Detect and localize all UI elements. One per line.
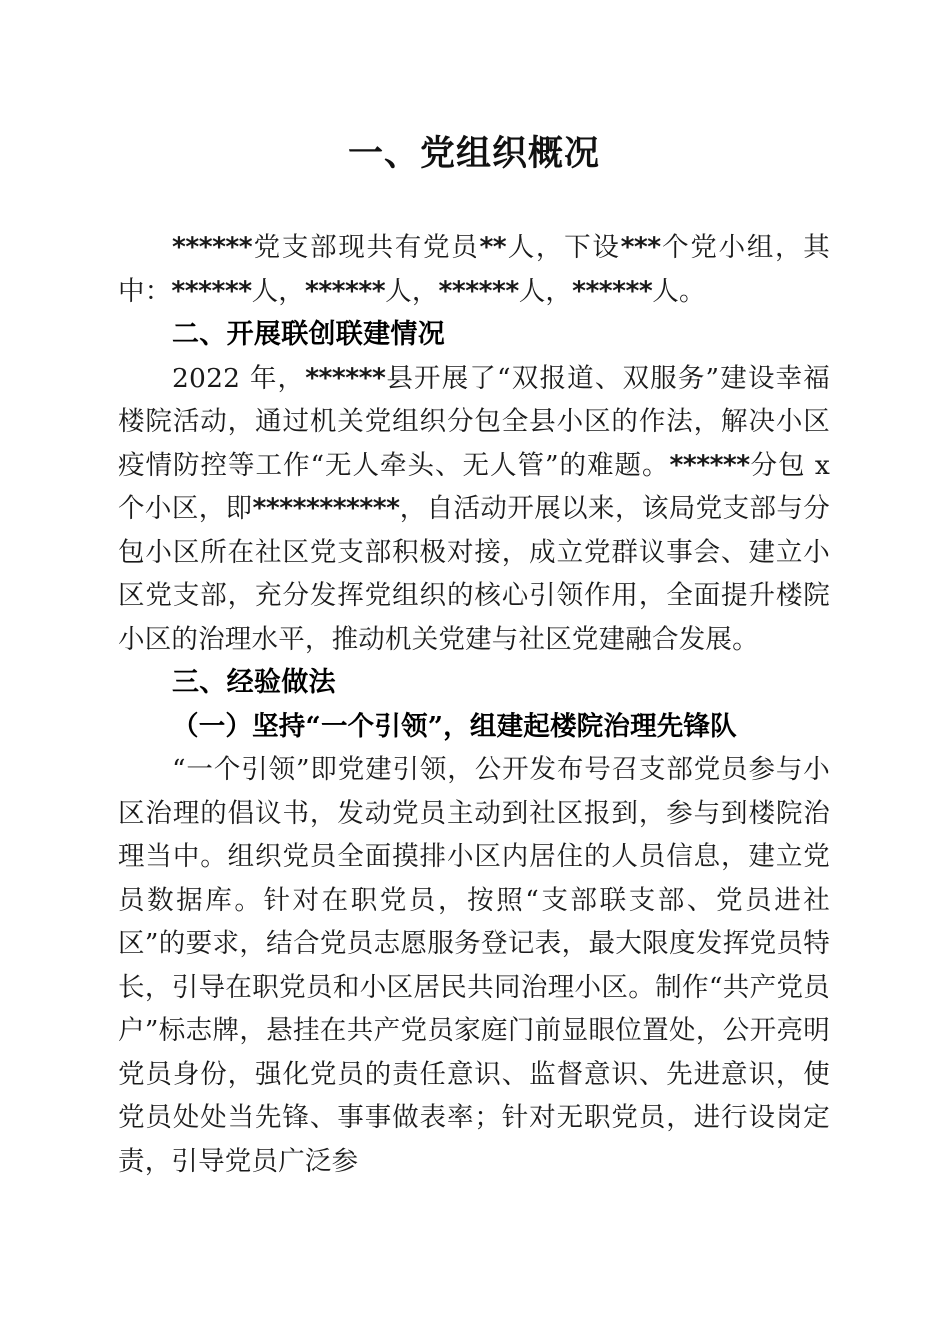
asterisk-placeholder: ******	[572, 275, 653, 307]
paragraph-joint-building: 2022 年，******县开展了“双报道、双服务”建设幸福楼院活动，通过机关党组织分包全县小区的作法，解决小区疫情防控等工作“无人牵头、无人管”的难题。******分包 x 个小区，即***********，自活动开展以来，该局党支部与分包小区所在社区党支部积极对接，成立党群议事会、建立小区党支部，充分发挥党组织的核心引领作用，全面提升楼院小区的治理水平，推动机关党建与社区党建融合发展。	[118, 362, 831, 655]
asterisk-placeholder: ***	[620, 232, 661, 263]
asterisk-placeholder: ******	[669, 449, 750, 481]
asterisk-placeholder: ******	[171, 275, 252, 307]
asterisk-placeholder: ***********	[252, 493, 400, 524]
asterisk-placeholder: ******	[172, 232, 253, 263]
asterisk-placeholder: ******	[438, 275, 519, 307]
asterisk-placeholder: ******	[305, 362, 386, 394]
paragraph-one-leadership: “一个引领”即党建引领，公开发布号召支部党员参与小区治理的倡议书，发动党员主动到社区报到，参与到楼院治理当中。组织党员全面摸排小区内居住的人员信息，建立党员数据库。针对在职党员，按照“支部联支部、党员进社区”的要求，结合党员志愿服务登记表，最大限度发挥党员特长，引导在职党员和小区居民共同治理小区。制作“共产党员户”标志牌，悬挂在共产党员家庭门前显眼位置处，公开亮明党员身份，强化党员的责任意识、监督意识、先进意识，使党员处处当先锋、事事做表率；针对无职党员，进行设岗定责，引导党员广泛参	[118, 754, 830, 1177]
section-heading-3: 三、经验做法	[172, 667, 336, 697]
sub-heading-1: （一）坚持“一个引领”，组建起楼院治理先锋队	[172, 710, 737, 742]
section-heading-2: 二、开展联创联建情况	[172, 319, 445, 349]
page-title: 一、党组织概况	[347, 134, 600, 173]
asterisk-placeholder: ******	[304, 275, 386, 307]
asterisk-placeholder: **	[479, 232, 507, 263]
document-content	[118, 0, 830, 1183]
title-spacer	[118, 180, 830, 226]
paragraph-party-overview: ******党支部现共有党员**人，下设***个党小组，其中：******人，******人，******人，******人。	[118, 232, 830, 307]
